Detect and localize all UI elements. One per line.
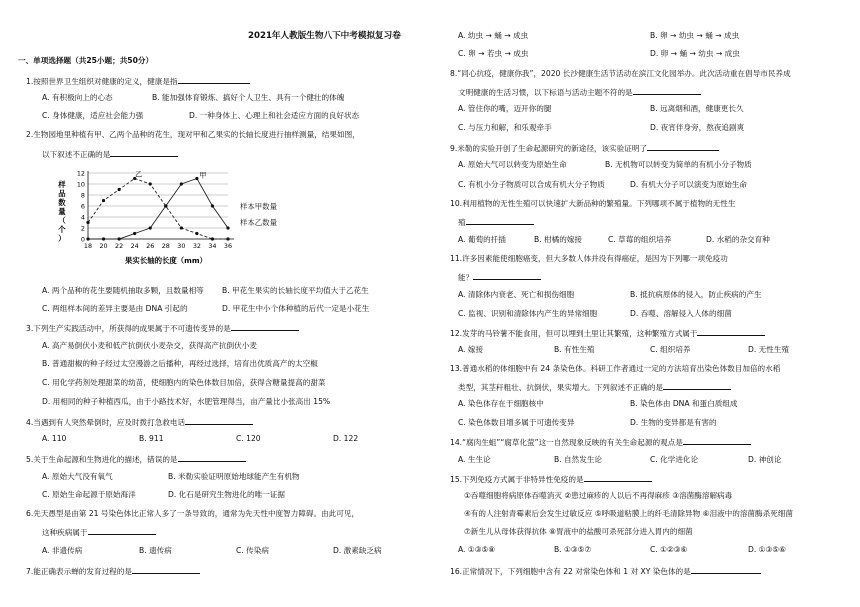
question-1-stem: 1.按照世界卫生组织对健康的定义，健康是指 <box>26 76 250 86</box>
question-8-stem: 8.“同心抗疫，健康你我”，2020 长沙健康生活节活动在滨江文化园举办。此次活动重在倡导市民养成 <box>450 69 791 78</box>
data-point <box>86 221 89 224</box>
y-axis-label-char: （ <box>58 216 66 225</box>
answer-blank[interactable] <box>110 149 178 157</box>
line-chart <box>48 165 278 275</box>
x-axis-label: 果实长轴的长度（mm） <box>125 256 207 265</box>
question-16-stem: 16.正常情况下，下列细胞中含有 22 对常染色体和 1 对 XY 染色体的是 <box>450 566 761 576</box>
option-a[interactable]: A. 嫁接 <box>458 345 484 354</box>
option-c[interactable]: C. 有机小分子物质可以合成有机大分子物质 <box>458 180 605 189</box>
x-tick-label: 34 <box>208 242 217 250</box>
option-a[interactable]: A. 非遗传病 <box>42 546 83 555</box>
option-c[interactable]: C. 用化学药剂处理甜菜的幼苗，使细胞内的染色体数目加倍，获得含糖量提高的甜菜 <box>42 378 326 387</box>
page-title: 2021年人教版生物八下中考模拟复习卷 <box>248 31 401 41</box>
option-d[interactable]: D. 用相同的种子种植西瓜，由于小路技术好，水肥管理得当，亩产量比小张高出 15% <box>42 397 331 406</box>
option-b[interactable]: B. 染色体由 DNA 和蛋白质组成 <box>630 399 738 408</box>
option-b[interactable]: B. 有性生殖 <box>554 345 595 354</box>
question-7-stem: 7.能正确表示蝉的发育过程的是 <box>26 566 200 576</box>
data-point <box>180 226 183 229</box>
x-tick-label: 36 <box>223 242 233 250</box>
answer-blank[interactable] <box>697 328 765 336</box>
question-3-stem: 3.下列生产实践活动中，所获得的成果属于不可遗传变异的是 <box>26 323 299 333</box>
peak-label: 乙 <box>135 170 143 179</box>
option-a[interactable]: A. 幼虫 → 蛹 → 成虫 <box>458 31 529 40</box>
option-d[interactable]: D. 神创论 <box>748 455 782 464</box>
option-a[interactable]: A. 管住你的嘴，迈开你的腿 <box>458 104 552 113</box>
data-point <box>180 182 183 185</box>
option-c[interactable]: C. 120 <box>236 434 261 443</box>
option-b[interactable]: B. 远离烟和酒，健康更长久 <box>650 104 744 113</box>
y-axis-label-char: 品 <box>58 189 66 198</box>
answer-blank[interactable] <box>178 76 250 84</box>
answer-blank[interactable] <box>185 417 253 425</box>
option-b[interactable]: B. 能加强体育锻炼、搞好个人卫生、具有一个健壮的体魄 <box>152 93 345 102</box>
option-b[interactable]: B. 柑橘的嫁接 <box>534 235 583 244</box>
option-b[interactable]: B. 遗传病 <box>139 546 172 555</box>
statement-line: ⑦新生儿从母体获得抗体 ⑧胃液中的盐酸可杀死部分进入胃内的细菌 <box>464 527 693 536</box>
option-b[interactable]: B. 自然发生论 <box>554 455 603 464</box>
data-point <box>149 226 152 229</box>
data-point <box>226 237 229 240</box>
option-c[interactable]: C. 化学进化论 <box>650 455 699 464</box>
option-b[interactable]: B. 无机物可以转变为简单的有机小分子物质 <box>605 160 752 169</box>
exam-page: 2021年人教版生物八下中考模拟复习卷 一、单项选择题（共25小题；共50分） 1.按照世界卫生组织对健康的定义，健康是指 A. 有积极向上的心态 B. 能加强体育锻炼、搞好个人卫生、具有一个健壮的体魄 C. 身体健康，适应社会能力强 D. 一种身体上、心理上和社会适应方面的良好状态 2.生物园地里种植有甲、乙两个品种的花生，现对甲和乙果实的长轴长度进行抽样测量，结果如图， 以下叙述不正确的是 0 2 4 6 8 10 12 18 20 22 24 26 28 30 32 34 36 样 品 数 量 （ 个 ） 果实长轴的长度（mm） 乙 甲 样本甲数量 样本乙数量 A. 两个品种的花生要随机抽取多颗，且数量相等 B. 甲花生果实的长轴长度平均值大于乙花生 C. 两组样本间的差异主要是由 DNA 引起的 D. 甲花生中小个体种植的后代一定是小花生 3.下列生产实践活动中，所获得的成果属于不可遗传变异的是 A. 高产易倒伏小麦和低产抗倒伏小麦杂交，获得高产抗倒伏小麦 B. 普通甜椒的种子经过太空漫游之后播种，再经过选择，培育出优质高产的太空椒 C. 用化学药剂处理甜菜的幼苗，使细胞内的染色体数目加倍，获得含糖量提高的甜菜 D. 用相同的种子种植西瓜，由于小路技术好，水肥管理得当，亩产量比小张高出 15% 4.当遇到有人突然晕倒时，应及时拨打急救电话 A. 110 B. 911 C. 120 D. 122 5.关于生命起源和生物进化的描述，错误的是 A. 原始大气没有氧气 B. 米勒实验证明原始地球能产生有机物 C. 原始生命起源于原始海洋 D. 化石是研究生物进化的唯一证据 6.先天愚型是由第 21 号染色体比正常人多了一条导致的，通常为先天性中度智力障碍。由此可见， 这种疾病属于 A. 非遗传病 B. 遗传病 C. 传染病 D. 激素缺乏病 7.能正确表示蝉的发育过程的是 A. 幼虫 → 蛹 → 成虫 B. 卵 → 幼虫 → 蛹 → 成虫 C. 卵 → 若虫 → 成虫 D. 卵 → 蛹 → 幼虫 → 成虫 8.“同心抗疫，健康你我”，2020 长沙健康生活节活动在滨江文化园举办。此次活动重在倡导市民养成 文明健康的生活习惯，以下标语与活动主题不符的是 A. 管住你的嘴，迈开你的腿 B. 远离烟和酒，健康更长久 C. 与压力和解，和乐观牵手 D. 夜宵伴身旁，熬夜追剧爽 9.米勒的实验开创了生命起源研究的新途径，该实验证明了 A. 原始大气可以转变为原始生命 B. 无机物可以转变为简单的有机小分子物质 C. 有机小分子物质可以合成有机大分子物质 D. 有机大分子可以演变为原始生命 10.利用植物的无性生殖可以快速扩大新品种的繁殖量。下列哪项不属于植物的无性生 殖 A. 葡萄的扦插 B. 柑橘的嫁接 C. 草莓的组织培养 D. 水稻的杂交育种 11.许多因素能使细胞癌变，但大多数人体并没有得癌症，是因为下列哪一项免疫功 能？ A. 清除体内衰老、死亡和损伤细胞 B. 抵抗病原体的侵入，防止疾病的产生 C. 监视、识别和清除体内产生的异常细胞 D. 吞噬、溶解侵入人体的细菌 12.发芽的马铃薯不能食用，但可以埋到土里让其繁殖，这种繁殖方式属于 A. 嫁接 B. 有性生殖 C. 组织培养 D. 无性生殖 13.普通水稻的体细胞中有 24 条染色体。科研工作者通过一定的方法培育出染色体数目加倍的水稻 类型，其茎秆粗壮、抗倒伏，果实增大。下列叙述不正确的是 A. 染色体存在于细胞核中 B. 染色体由 DNA 和蛋白质组成 C. 染色体数目增多属于可遗传变异 D. 生物的变异都是有害的 14.“腐肉生蛆”“腐草化萤”这一自然现象反映的有关生命起源的观点是 A. 生生论 B. 自然发生论 C. 化学进化论 D. 神创论 15.下列免疫方式属于非特异性免疫的是 ①吞噬细胞将病原体吞噬消灭 ②患过麻疹的人以后不再得麻疹 ③溶菌酶溶解病毒 ④有的人注射青霉素后会发生过敏反应 ⑤呼吸道粘膜上的纤毛清除异物 ⑥泪液中的溶菌酶杀死细菌 ⑦新生儿从母体获得抗体 ⑧胃液中的盐酸可杀死部分进入胃内的细菌 A. ①③⑤⑧ B. ①③⑤⑦ C. ①②③⑥ D. ①③⑤⑥ 16.正常情况下，下列细胞中含有 22 对常染色体和 1 对 XY 染色体的是 <box>18 31 793 576</box>
data-point <box>118 237 121 240</box>
option-a[interactable]: A. ①③⑤⑧ <box>458 545 496 554</box>
question-15-stem: 15.下列免疫方式属于非特异性免疫的是 <box>450 474 652 484</box>
data-point <box>86 237 89 240</box>
option-c[interactable]: C. 与压力和解，和乐观牵手 <box>458 123 552 132</box>
y-axis-label-char: 个 <box>58 225 66 234</box>
answer-blank[interactable] <box>691 566 761 574</box>
answer-blank[interactable] <box>88 527 156 535</box>
option-c[interactable]: C. 原始生命起源于原始海洋 <box>42 490 136 499</box>
series-line-a <box>88 179 228 240</box>
answer-blank[interactable] <box>647 143 719 151</box>
option-a[interactable]: A. 高产易倒伏小麦和低产抗倒伏小麦杂交，获得高产抗倒伏小麦 <box>42 341 257 350</box>
option-d[interactable]: D. 无性生殖 <box>748 345 790 354</box>
answer-blank[interactable] <box>231 323 299 331</box>
answer-blank[interactable] <box>132 566 200 574</box>
option-d[interactable]: D. 吞噬、溶解侵入人体的细菌 <box>630 309 732 318</box>
answer-blank[interactable] <box>584 474 652 482</box>
data-point <box>164 204 167 207</box>
option-c[interactable]: C. 染色体数目增多属于可遗传变异 <box>458 418 575 427</box>
option-c[interactable]: C. 卵 → 若虫 → 成虫 <box>458 49 529 58</box>
y-tick-label: 12 <box>76 169 85 178</box>
option-d[interactable]: D. 水稻的杂交育种 <box>706 235 770 244</box>
x-tick-label: 18 <box>83 242 93 250</box>
question-13-stem: 13.普通水稻的体细胞中有 24 条染色体。科研工作者通过一定的方法培育出染色体数目加倍的水稻 <box>450 364 781 373</box>
option-c[interactable]: C. 两组样本间的差异主要是由 DNA 引起的 <box>42 304 188 313</box>
y-tick-label: 4 <box>80 213 85 222</box>
x-tick-label: 24 <box>130 242 139 250</box>
option-c[interactable]: C. 监视、识别和清除体内产生的异常细胞 <box>458 309 598 318</box>
option-c[interactable]: C. ①②③⑥ <box>650 545 688 554</box>
y-tick-label: 0 <box>80 235 85 244</box>
option-b[interactable]: B. ①③⑤⑦ <box>554 545 592 554</box>
series-line-b <box>88 179 228 240</box>
option-a[interactable]: A. 两个品种的花生要随机抽取多颗，且数量相等 <box>42 286 204 295</box>
question-9-stem: 9.米勒的实验开创了生命起源研究的新途径，该实验证明了 <box>450 143 719 153</box>
answer-blank[interactable] <box>663 382 731 390</box>
option-d[interactable]: D. 夜宵伴身旁，熬夜追剧爽 <box>650 123 745 132</box>
data-point <box>102 199 105 202</box>
question-14-stem: 14.“腐肉生蛆”“腐草化萤”这一自然现象反映的有关生命起源的观点是 <box>450 437 751 447</box>
data-point <box>226 226 229 229</box>
answer-blank[interactable] <box>178 454 246 462</box>
question-6-stem: 6.先天愚型是由第 21 号染色体比正常人多了一条导致的，通常为先天性中度智力障碍。由此可见， <box>26 509 360 518</box>
y-tick-label: 10 <box>76 180 85 189</box>
data-point <box>195 232 198 235</box>
option-a[interactable]: A. 染色体存在于细胞核中 <box>458 399 544 408</box>
option-b[interactable]: B. 甲花生果实的长轴长度平均值大于乙花生 <box>222 286 369 295</box>
option-d[interactable]: D. 甲花生中小个体种植的后代一定是小花生 <box>222 304 370 313</box>
question-2-stem: 2.生物园地里种植有甲、乙两个品种的花生，现对甲和乙果实的长轴长度进行抽样测量，结果如图， <box>26 130 360 139</box>
option-d[interactable]: D. ①③⑤⑥ <box>748 545 786 554</box>
option-d[interactable]: D. 卵 → 蛹 → 幼虫 → 成虫 <box>650 49 740 58</box>
option-c[interactable]: C. 传染病 <box>236 546 269 555</box>
peak-label: 甲 <box>199 171 207 180</box>
option-a[interactable]: A. 葡萄的扦插 <box>458 235 506 244</box>
x-tick-label: 28 <box>161 242 170 250</box>
data-point <box>133 232 136 235</box>
y-tick-label: 2 <box>80 224 85 233</box>
option-c[interactable]: C. 身体健康，适应社会能力强 <box>42 111 144 120</box>
y-tick-label: 6 <box>80 202 85 211</box>
option-b[interactable]: B. 米勒实验证明原始地球能产生有机物 <box>168 472 300 481</box>
y-axis-label-char: 数 <box>58 198 66 207</box>
statement-line: ④有的人注射青霉素后会发生过敏反应 ⑤呼吸道粘膜上的纤毛清除异物 ⑥泪液中的溶菌酶杀死细菌 <box>464 509 793 518</box>
option-a[interactable]: A. 生生论 <box>458 455 491 464</box>
option-d[interactable]: D. 122 <box>333 434 359 443</box>
question-10-stem: 10.利用植物的无性生殖可以快速扩大新品种的繁殖量。下列哪项不属于植物的无性生 <box>450 199 736 208</box>
option-a[interactable]: A. 110 <box>42 434 67 443</box>
option-d[interactable]: D. 化石是研究生物进化的唯一证据 <box>168 490 285 499</box>
y-axis-label-char: 量 <box>58 207 66 216</box>
question-12-stem: 12.发芽的马铃薯不能食用，但可以埋到土里让其繁殖，这种繁殖方式属于 <box>450 328 765 338</box>
x-tick-label: 30 <box>177 242 186 250</box>
option-c[interactable]: C. 组织培养 <box>650 345 691 354</box>
answer-blank[interactable] <box>683 437 751 445</box>
legend-series-b: 样本乙数量 <box>240 218 277 227</box>
section-heading: 一、单项选择题（共25小题；共50分） <box>18 56 154 65</box>
legend-series-a: 样本甲数量 <box>240 202 277 211</box>
statement-line: ①吞噬细胞将病原体吞噬消灭 ②患过麻疹的人以后不再得麻疹 ③溶菌酶溶解病毒 <box>464 491 733 500</box>
data-point <box>195 177 198 180</box>
data-point <box>211 204 214 207</box>
data-point <box>118 188 121 191</box>
option-b[interactable]: B. 抵抗病原体的侵入，防止疾病的产生 <box>630 290 762 299</box>
option-c[interactable]: C. 草莓的组织培养 <box>608 235 672 244</box>
x-tick-label: 20 <box>99 242 108 250</box>
data-point <box>211 237 214 240</box>
data-point <box>149 182 152 185</box>
option-b[interactable]: B. 911 <box>139 434 164 443</box>
option-a[interactable]: A. 清除体内衰老、死亡和损伤细胞 <box>458 290 575 299</box>
y-tick-label: 8 <box>80 191 85 200</box>
answer-blank[interactable] <box>473 272 541 280</box>
option-a[interactable]: A. 原始大气可以转变为原始生命 <box>458 160 567 169</box>
y-axis-label-char: 样 <box>58 180 66 189</box>
question-11-stem: 11.许多因素能使细胞癌变，但大多数人体并没有得癌症，是因为下列哪一项免疫功 <box>450 254 728 263</box>
x-tick-label: 26 <box>146 242 155 250</box>
answer-blank[interactable] <box>633 87 701 95</box>
y-axis-label-char: ） <box>58 234 66 243</box>
option-d[interactable]: D. 一种身体上、心理上和社会适应方面的良好状态 <box>189 111 360 120</box>
answer-blank[interactable] <box>466 217 534 225</box>
x-tick-label: 22 <box>115 242 124 250</box>
option-a[interactable]: A. 原始大气没有氧气 <box>42 472 113 481</box>
data-point <box>102 237 105 240</box>
option-d[interactable]: D. 生物的变异都是有害的 <box>630 418 717 427</box>
option-d[interactable]: D. 激素缺乏病 <box>333 546 382 555</box>
option-b[interactable]: B. 卵 → 幼虫 → 蛹 → 成虫 <box>650 31 740 40</box>
question-4-stem: 4.当遇到有人突然晕倒时，应及时拨打急救电话 <box>26 417 253 427</box>
option-b[interactable]: B. 普通甜椒的种子经过太空漫游之后播种，再经过选择，培育出优质高产的太空椒 <box>42 359 318 368</box>
option-a[interactable]: A. 有积极向上的心态 <box>42 93 113 102</box>
question-5-stem: 5.关于生命起源和生物进化的描述，错误的是 <box>26 454 246 464</box>
x-tick-label: 32 <box>192 242 201 250</box>
option-d[interactable]: D. 有机大分子可以演变为原始生命 <box>630 180 747 189</box>
